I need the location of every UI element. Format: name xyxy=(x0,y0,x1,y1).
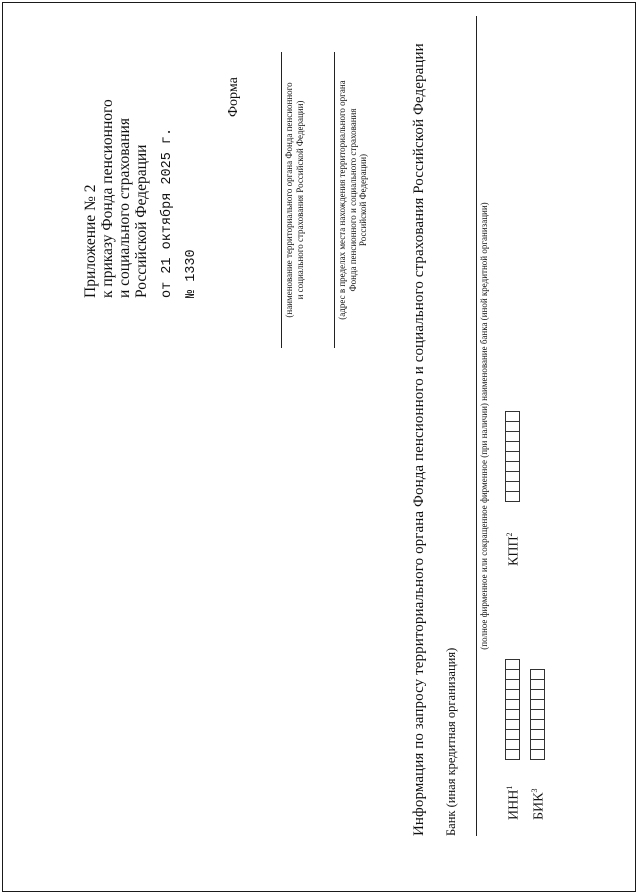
appendix-number: № 1330 xyxy=(184,249,199,298)
bik-digit-cell[interactable] xyxy=(530,679,545,690)
kpp-footnote: 2 xyxy=(505,532,514,537)
inn-digit-cell[interactable] xyxy=(505,709,520,720)
inn-digit-cell[interactable] xyxy=(505,719,520,730)
inn-label xyxy=(505,786,523,820)
kpp-digit-cell[interactable] xyxy=(505,441,520,452)
inn-footnote: 1 xyxy=(505,785,514,790)
kpp-digit-cell[interactable] xyxy=(505,461,520,472)
inn-digit-cell[interactable] xyxy=(505,689,520,700)
appendix-line-1: Приложение № 2 xyxy=(82,184,99,298)
kpp-digit-cell[interactable] xyxy=(505,491,520,502)
bik-footnote: 3 xyxy=(530,788,539,793)
organ-name-hint-1: (наименование территориального органа Фонда пенсионного xyxy=(284,82,294,318)
kpp-digit-cell[interactable] xyxy=(505,451,520,462)
address-hint-2: Фонда пенсионного и социального страхования xyxy=(347,108,358,292)
bank-name-hint: (полное фирменное или сокращенное фирменное (при наличии) наименование банка (иной кредитной организации) xyxy=(479,202,489,650)
inn-digit-cell[interactable] xyxy=(505,729,520,740)
bik-digit-cell[interactable] xyxy=(530,699,545,710)
inn-label-text: ИНН xyxy=(506,789,522,820)
address-hint-3: Российской Федерации) xyxy=(358,153,368,247)
inn-digit-cell[interactable] xyxy=(505,669,520,680)
kpp-digit-cell[interactable] xyxy=(505,411,520,422)
organ-name-hint-2: и социального страхования Российской Федерации) xyxy=(294,100,305,300)
bik-digit-cell[interactable] xyxy=(530,669,545,680)
appendix-line-4: Российской Федерации xyxy=(133,144,150,298)
address-hint xyxy=(337,52,369,348)
bik-label-text: БИК xyxy=(531,792,547,820)
organ-name-line xyxy=(281,52,282,348)
bik-digit-cell[interactable] xyxy=(530,709,545,720)
bank-name-line xyxy=(476,16,477,836)
inn-digit-cell[interactable] xyxy=(505,679,520,690)
document-title: Информация по запросу территориального органа Фонда пенсионного и социального страхования Российской Федерации xyxy=(411,43,427,836)
kpp-digit-cell[interactable] xyxy=(505,431,520,442)
kpp-label xyxy=(505,532,523,566)
form-label: Форма xyxy=(226,77,241,117)
bik-digit-cell[interactable] xyxy=(530,719,545,730)
inn-digit-cell[interactable] xyxy=(505,739,520,750)
bik-digit-cell[interactable] xyxy=(530,689,545,700)
inn-digit-cell[interactable] xyxy=(505,749,520,760)
kpp-digit-cell[interactable] xyxy=(505,481,520,492)
address-line xyxy=(334,52,335,348)
inn-cells xyxy=(505,660,520,760)
inn-digit-cell[interactable] xyxy=(505,659,520,670)
bik-cells xyxy=(530,670,545,760)
bik-digit-cell[interactable] xyxy=(530,729,545,740)
organ-name-hint xyxy=(284,52,305,348)
kpp-digit-cell[interactable] xyxy=(505,471,520,482)
kpp-label-text: КПП xyxy=(506,536,522,566)
bik-label xyxy=(530,789,548,821)
kpp-digit-cell[interactable] xyxy=(505,421,520,432)
kpp-cells xyxy=(505,412,520,502)
address-hint-1: (адрес в пределах места нахождения территориального органа xyxy=(337,80,347,320)
appendix-date: от 21 октября 2025 г. xyxy=(160,127,175,298)
bik-digit-cell[interactable] xyxy=(530,739,545,750)
bank-label: Банк (иная кредитная организация) xyxy=(444,647,458,836)
appendix-line-3: и социального страхования xyxy=(116,118,133,298)
bik-digit-cell[interactable] xyxy=(530,749,545,760)
inn-digit-cell[interactable] xyxy=(505,699,520,710)
appendix-line-2: к приказу Фонда пенсионного xyxy=(99,99,116,298)
